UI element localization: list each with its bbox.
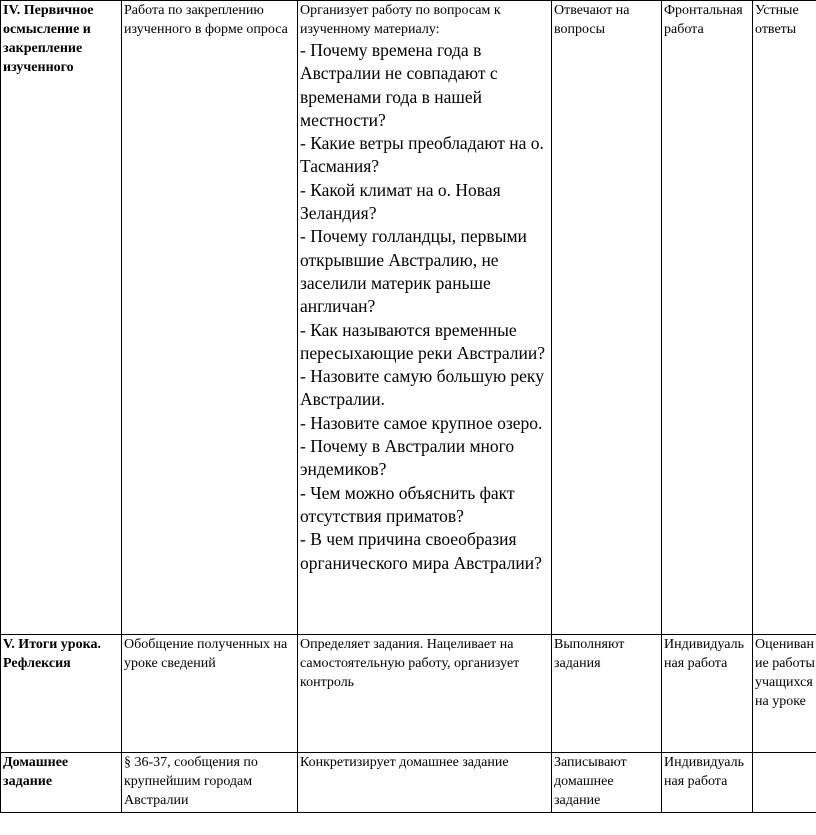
teacher-cell bbox=[298, 1, 552, 635]
teacher-intro: Организует работу по вопросам к изученному материалу: bbox=[300, 3, 501, 37]
question-item: - Чем можно объяснить факт отсутствия приматов? bbox=[300, 482, 515, 526]
content-cell: § 36-37, сообщения по крупнейшим городам Австралии bbox=[122, 753, 298, 813]
table-row bbox=[1, 753, 816, 813]
stage-cell: IV. Первичное осмысление и закрепление изученного bbox=[1, 1, 122, 635]
result-cell: Оценивание работы учащихся на уроке bbox=[753, 635, 816, 753]
students-cell: Отвечают на вопросы bbox=[552, 1, 662, 635]
form-cell: Индивидуальная работа bbox=[662, 635, 753, 753]
stage-cell: V. Итоги урока. Рефлексия bbox=[1, 635, 122, 753]
result-cell bbox=[753, 753, 816, 813]
teacher-cell: Конкретизирует домашнее задание bbox=[298, 753, 552, 813]
question-item: - Какие ветры преобладают на о. Тасмания? bbox=[300, 133, 544, 177]
question-item: - Почему в Австралии много эндемиков? bbox=[300, 436, 515, 480]
students-cell: Записывают домашнее задание bbox=[552, 753, 662, 813]
table-row bbox=[1, 1, 816, 635]
stage-cell: Домашнее задание bbox=[1, 753, 122, 813]
question-item: - Назовите самую большую реку Австралии. bbox=[300, 366, 544, 410]
question-item: - В чем причина своеобразия органического мира Австралии? bbox=[300, 529, 542, 573]
teacher-cell: Определяет задания. Нацеливает на самостоятельную работу, организует контроль bbox=[298, 635, 552, 753]
content-cell: Работа по закреплению изученного в форме опроса bbox=[122, 1, 298, 635]
result-cell: Устные ответы bbox=[753, 1, 816, 635]
question-item: - Почему времена года в Австралии не совпадают с временами года в нашей местности? bbox=[300, 40, 498, 130]
table-row bbox=[1, 635, 816, 753]
students-cell: Выполняют задания bbox=[552, 635, 662, 753]
question-item: - Какой климат на о. Новая Зеландия? bbox=[300, 179, 501, 224]
question-item: - Как называются временные пересыхающие реки Австралии? bbox=[300, 319, 546, 363]
question-item: - Почему голландцы, первыми открывшие Австралию, не заселили материк раньше англичан? bbox=[300, 226, 527, 317]
question-item: - Назовите самое крупное озеро. bbox=[300, 412, 543, 433]
form-cell: Фронтальная работа bbox=[662, 1, 753, 635]
content-cell: Обобщение полученных на уроке сведений bbox=[122, 635, 298, 753]
question-list bbox=[300, 39, 550, 575]
form-cell: Индивидуальная работа bbox=[662, 753, 753, 813]
